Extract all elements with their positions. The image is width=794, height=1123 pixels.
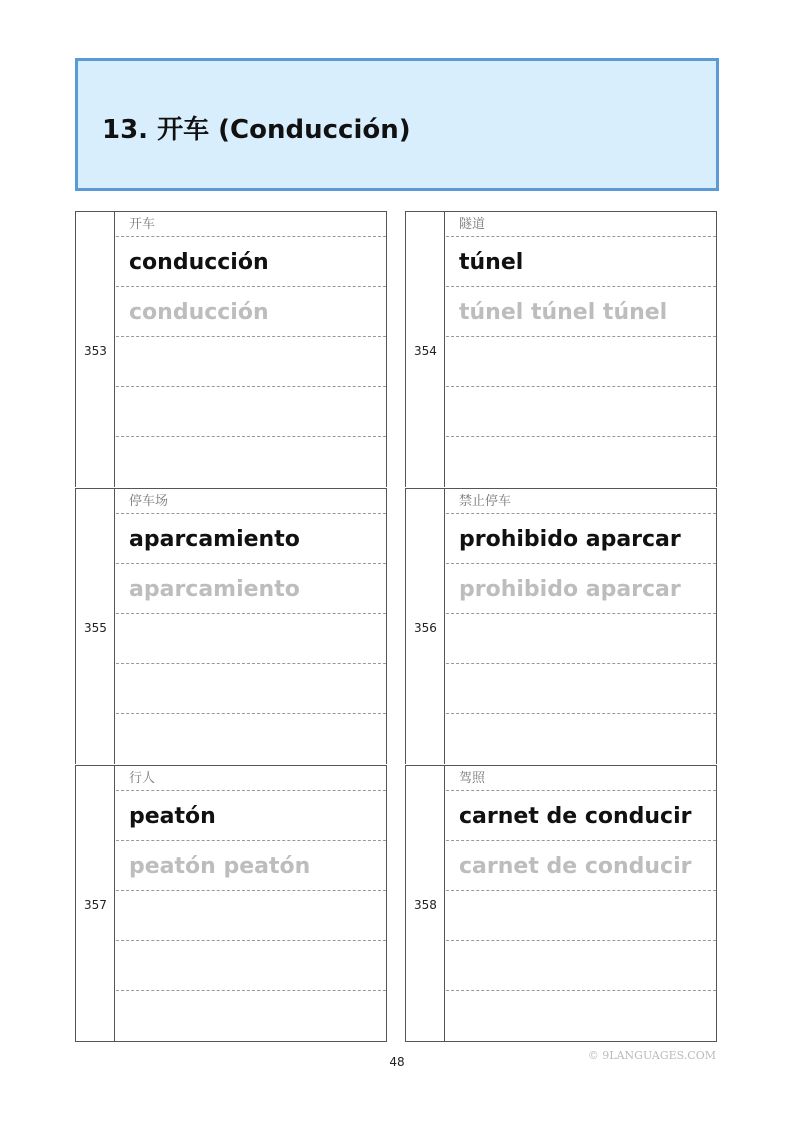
blank-writing-line — [116, 941, 386, 991]
blank-writing-line — [446, 437, 716, 487]
entry-number: 357 — [84, 898, 107, 912]
blank-writing-line — [116, 714, 386, 764]
chinese-label: 隧道 — [446, 212, 716, 237]
number-column — [406, 766, 445, 1041]
trace-word: aparcamiento — [129, 577, 300, 602]
number-column — [76, 489, 115, 764]
chinese-label: 禁止停车 — [446, 489, 716, 514]
blank-writing-line — [116, 991, 386, 1041]
vocab-card-356 — [405, 488, 717, 764]
writing-rows — [446, 489, 716, 764]
writing-rows — [116, 489, 386, 764]
blank-writing-line — [116, 891, 386, 941]
blank-writing-line — [446, 891, 716, 941]
trace-word: túnel túnel túnel — [459, 300, 668, 325]
trace-word: peatón peatón — [129, 854, 311, 879]
trace-word: carnet de conducir — [459, 854, 692, 879]
blank-writing-line — [116, 387, 386, 437]
blank-writing-line — [446, 387, 716, 437]
blank-writing-line — [446, 991, 716, 1041]
writing-rows — [446, 766, 716, 1041]
vocab-card-353 — [75, 211, 387, 487]
spanish-word: conducción — [129, 250, 269, 275]
spanish-word: prohibido aparcar — [459, 527, 681, 552]
chinese-label: 开车 — [116, 212, 386, 237]
blank-writing-line — [116, 337, 386, 387]
spanish-word: carnet de conducir — [459, 804, 692, 829]
entry-number: 353 — [84, 344, 107, 358]
trace-word: prohibido aparcar — [459, 577, 681, 602]
blank-writing-line — [446, 614, 716, 664]
vocab-card-355 — [75, 488, 387, 764]
spanish-word: aparcamiento — [129, 527, 300, 552]
copyright-notice: © 9LANGUAGES.COM — [587, 1049, 716, 1062]
writing-rows — [446, 212, 716, 487]
vocab-card-358 — [405, 765, 717, 1042]
writing-rows — [116, 212, 386, 487]
number-column — [406, 212, 445, 487]
chinese-label: 驾照 — [446, 766, 716, 791]
entry-number: 358 — [414, 898, 437, 912]
chapter-header — [75, 58, 719, 191]
chinese-label: 行人 — [116, 766, 386, 791]
vocab-card-357 — [75, 765, 387, 1042]
entry-number: 354 — [414, 344, 437, 358]
blank-writing-line — [116, 614, 386, 664]
blank-writing-line — [446, 941, 716, 991]
blank-writing-line — [116, 437, 386, 487]
blank-writing-line — [116, 664, 386, 714]
page-number: 48 — [389, 1055, 405, 1069]
chinese-label: 停车场 — [116, 489, 386, 514]
number-column — [406, 489, 445, 764]
number-column — [76, 212, 115, 487]
blank-writing-line — [446, 664, 716, 714]
vocabulary-grid — [75, 211, 717, 1042]
entry-number: 356 — [414, 621, 437, 635]
trace-word: conducción — [129, 300, 269, 325]
writing-rows — [116, 766, 386, 1041]
entry-number: 355 — [84, 621, 107, 635]
spanish-word: peatón — [129, 804, 216, 829]
vocab-card-354 — [405, 211, 717, 487]
blank-writing-line — [446, 337, 716, 387]
blank-writing-line — [446, 714, 716, 764]
spanish-word: túnel — [459, 250, 524, 275]
number-column — [76, 766, 115, 1041]
chapter-title: 13. 开车 (Conducción) — [102, 115, 411, 145]
